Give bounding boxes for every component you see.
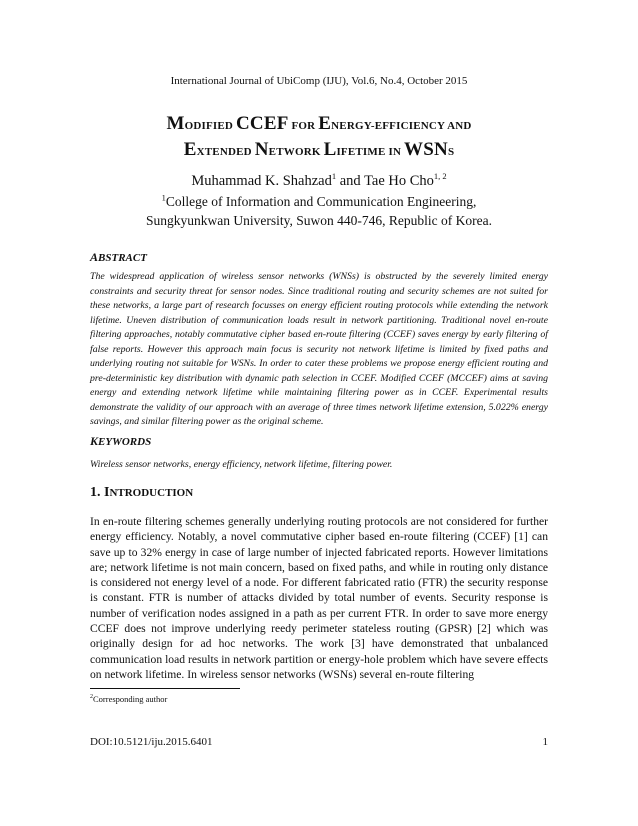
title-text: CCEF <box>236 113 289 134</box>
title-text: FOR <box>288 120 319 132</box>
footnote <box>90 694 167 704</box>
affiliation-line-1 <box>0 192 638 211</box>
title-text: S <box>447 146 455 158</box>
heading-text: EYWORDS <box>98 436 152 448</box>
keywords-body: Wireless sensor networks, energy efficiency, network lifetime, filtering power. <box>90 459 393 470</box>
affiliation-marker: 1 <box>161 192 166 203</box>
paper-title <box>60 112 578 164</box>
title-text: M <box>166 113 185 134</box>
title-text: NERGY-EFFICIENCY AND <box>331 120 472 132</box>
footnote-text: Corresponding author <box>93 694 168 704</box>
heading-text: BSTRACT <box>98 252 147 264</box>
author-list <box>0 173 638 190</box>
heading-text: 1. I <box>90 485 110 500</box>
doi-text: DOI:10.5121/iju.2015.6401 <box>90 736 213 748</box>
title-text: WSN <box>404 139 448 160</box>
author-affiliation-marker: 1, 2 <box>433 171 447 182</box>
title-text: ETWORK <box>268 146 324 158</box>
title-text: IFETIME IN <box>336 146 405 158</box>
title-text: L <box>323 139 337 160</box>
affiliation-line-2: Sungkyunkwan University, Suwon 440-746, Republic of Korea. <box>146 213 492 228</box>
page-number: 1 <box>542 736 548 748</box>
author-name: Muhammad K. Shahzad <box>191 173 332 189</box>
title-line-2 <box>60 138 578 164</box>
title-text: ODIFIED <box>184 120 236 132</box>
abstract-body: The widespread application of wireless sensor networks (WNSs) is obstructed by the severely limited energy constraints and security threat for sensor nodes. Since traditional routing and security schemes are not suited for these networks, a large part of research focusses on energy efficient routing protocols while extending the network lifetime. Uneven distribution of communication loads result in network partitioning. Traditional novel en-route filtering approaches, notably commutative cipher based en-route filtering (CCEF) saves energy by early filtering of false reports. However this approach main focus is security not network lifetime is limited by fixed paths and underlying routing not suitable for WSNs. In order to cater these problems we propose energy efficient routing and pre-deterministic key distribution with dynamic path selection in CCEF. Modified CCEF (MCCEF) aims at saving energy and extending network lifetime while maintaining filtering power as in CCEF. Experimental results demonstrate the validity of our approach with an average of three times network lifetime extension, 5.022% energy savings, and similar filtering power as the original scheme. <box>90 271 548 427</box>
heading-text: K <box>90 434 99 448</box>
author-affiliation-marker: 1 <box>331 171 337 182</box>
footnote-marker: 2 <box>90 694 93 701</box>
title-line-1 <box>60 112 578 138</box>
introduction-heading <box>90 485 193 501</box>
heading-text: A <box>90 250 99 264</box>
heading-text: NTRODUCTION <box>109 487 194 499</box>
abstract-heading <box>90 250 147 265</box>
author-separator: and <box>336 173 365 189</box>
title-text: E <box>183 139 197 160</box>
affiliation-text: College of Information and Communication Engineering, <box>165 194 477 209</box>
title-text: N <box>254 139 269 160</box>
title-text: E <box>318 113 332 134</box>
keywords-heading <box>90 434 151 449</box>
author-name: Tae Ho Cho <box>364 173 434 189</box>
introduction-body: In en-route filtering schemes generally underlying routing protocols are not considered for further energy efficiency. Notably, a novel commutative cipher based en-route filtering (CCEF) [1] can save up to 32% energy in case of large number of injected fabricated reports. However limitations are; network lifetime is not main concern, based on fixed paths, and while in routing only distance is considered not energy level of a node. For different fabricated ratio (FTR) the security response is constant. FTR is number of attacks divided by total number of events. Security response is number of verification nodes assigned in a path as per current FTR. In order to save more energy CCEF does not improve underlying reedy perimeter stateless routing (GPSR) [2] which was originally design for ad hoc networks. The work [3] have demonstrated that unbalanced communication load results in network partition or energy-hole problem which have severe effects on network lifetime. In wireless sensor networks (WSNs) several en-route filtering <box>90 515 548 681</box>
affiliation <box>0 192 638 230</box>
footnote-divider <box>90 688 240 689</box>
title-text: XTENDED <box>196 146 255 158</box>
journal-header: International Journal of UbiComp (IJU), Vol.6, No.4, October 2015 <box>170 75 468 87</box>
